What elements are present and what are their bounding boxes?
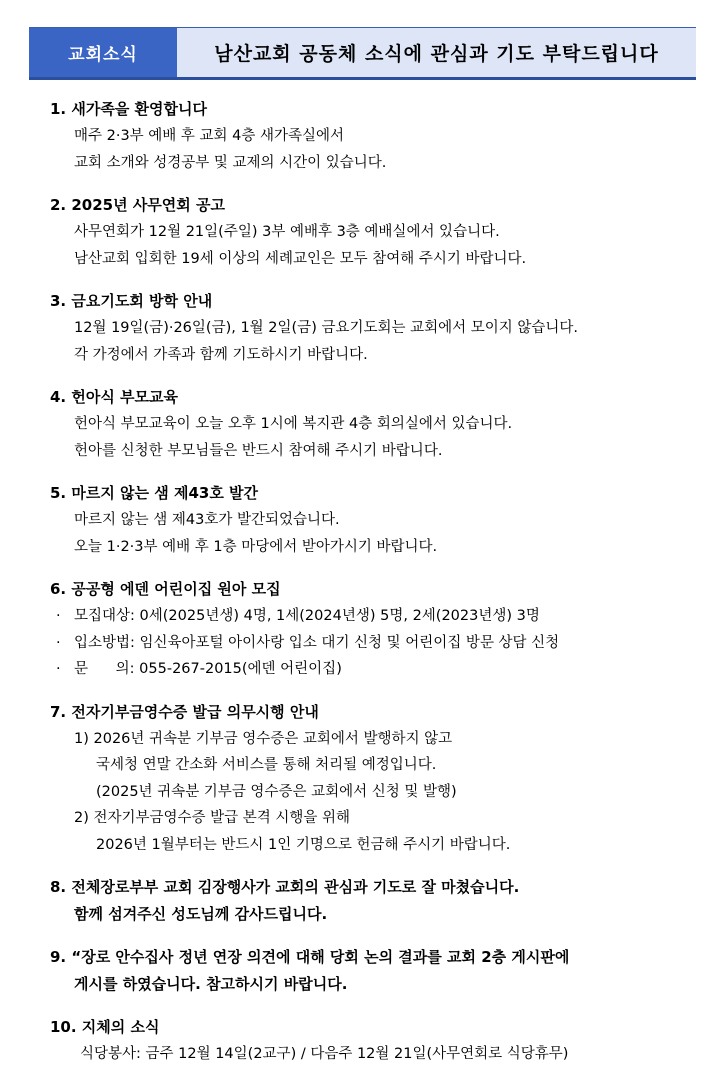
numbered-item-cont: (2025년 귀속분 기부금 영수증은 교회에서 신청 및 발행) (96, 783, 457, 800)
bullet-line (50, 630, 690, 657)
section-line: 오늘 1·2·3부 예배 후 1층 마당에서 받아가시기 바랍니다. (74, 538, 438, 555)
section-line: 남산교회 입회한 19세 이상의 세례교인은 모두 참여해 주시기 바랍니다. (74, 250, 527, 267)
section-title: 2. 2025년 사무연회 공고 (50, 196, 225, 214)
notice-section-4 (50, 384, 690, 464)
section-line: 식당봉사: 금주 12월 14일(2교구) / 다음주 12월 21일(사무연회로 식당휴무) (80, 1046, 569, 1062)
notice-section-9 (50, 944, 690, 998)
notice-section-10 (50, 1014, 690, 1068)
numbered-item: 1) 2026년 귀속분 기부금 영수증은 교회에서 발행하지 않고 (74, 730, 453, 747)
notice-section-6 (50, 576, 690, 683)
notice-section-5 (50, 480, 690, 560)
numbered-item-cont: 2026년 1월부터는 반드시 1인 기명으로 헌금해 주시기 바랍니다. (96, 836, 511, 853)
section-line: 12월 19일(금)·26일(금), 1월 2일(금) 금요기도회는 교회에서 모이지 않습니다. (74, 320, 579, 336)
section-title: 5. 마르지 않는 샘 제43호 발간 (50, 484, 259, 502)
section-title: 9. “장로 안수집사 정년 연장 의견에 대해 당회 논의 결과를 교회 2층 게시판에 (50, 948, 570, 966)
bullet-text: 문 의: 055-267-2015(에덴 어린이집) (74, 661, 342, 677)
bullet-text: 입소방법: 임신육아포털 아이사랑 입소 대기 신청 및 어린이집 방문 상담 신청 (74, 634, 560, 651)
bullet-dot: · (56, 634, 61, 651)
section-line: 사무연회가 12월 21일(주일) 3부 예배후 3층 예배실에서 있습니다. (74, 224, 500, 240)
section-line: 각 가정에서 가족과 함께 기도하시기 바랍니다. (74, 346, 368, 363)
notice-section-1 (50, 96, 690, 176)
bullet-dot: · (56, 608, 61, 624)
notice-section-7 (50, 699, 690, 859)
notice-section-8 (50, 874, 690, 928)
section-line: 게시를 하였습니다. 참고하시기 바랍니다. (74, 975, 348, 993)
section-line: 헌아를 신청한 부모님들은 반드시 참여해 주시기 바랍니다. (74, 442, 443, 459)
notice-section-2 (50, 192, 690, 272)
notice-header (29, 27, 696, 80)
section-title: 7. 전자기부금영수증 발급 의무시행 안내 (50, 702, 319, 721)
section-title: 4. 헌아식 부모교육 (50, 388, 179, 406)
section-line: 헌아식 부모교육이 오늘 오후 1시에 복지관 4층 회의실에서 있습니다. (74, 416, 513, 432)
header-title: 남산교회 공동체 소식에 관심과 기도 부탁드립니다 (214, 43, 659, 65)
numbered-item: 2) 전자기부금영수증 발급 본격 시행을 위해 (74, 810, 351, 826)
bullet-dot: · (56, 661, 61, 677)
header-tag: 교회소식 (29, 28, 177, 77)
section-line: 함께 섬겨주신 성도님께 감사드립니다. (74, 905, 328, 923)
notice-section-3 (50, 288, 690, 368)
section-line: 교회 소개와 성경공부 및 교제의 시간이 있습니다. (74, 154, 387, 171)
section-title: 10. 지체의 소식 (50, 1018, 160, 1036)
section-line: 마르지 않는 샘 제43호가 발간되었습니다. (74, 512, 340, 528)
bullet-line (50, 656, 690, 683)
numbered-item-cont: 국세청 연말 간소화 서비스를 통해 처리될 예정입니다. (96, 757, 437, 773)
section-title: 8. 전체장로부부 교회 김장행사가 교회의 관심과 기도로 잘 마쳤습니다. (50, 878, 520, 896)
section-line: 매주 2·3부 예배 후 교회 4층 새가족실에서 (74, 128, 345, 144)
section-title: 6. 공공형 에덴 어린이집 원아 모집 (50, 580, 281, 598)
section-title: 1. 새가족을 환영합니다 (50, 100, 207, 118)
notice-content (50, 96, 690, 1084)
bullet-text: 모집대상: 0세(2025년생) 4명, 1세(2024년생) 5명, 2세(2023년생) 3명 (74, 608, 540, 624)
bullet-line (50, 603, 690, 630)
section-title: 3. 금요기도회 방학 안내 (50, 292, 213, 310)
